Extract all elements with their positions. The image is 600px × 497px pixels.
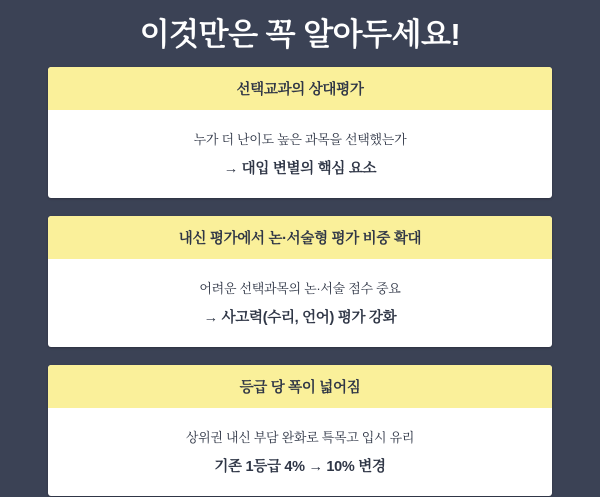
info-card <box>48 67 552 198</box>
info-card <box>48 216 552 347</box>
card-conclusion: → 대입 변별의 핵심 요소 <box>223 161 377 178</box>
card-title: 선택교과의 상대평가 <box>48 67 552 110</box>
card-body <box>48 110 552 198</box>
card-description: 상위권 내신 부담 완화로 특목고 입시 유리 <box>185 430 415 446</box>
card-conclusion: → 사고력(수리, 언어) 평가 강화 <box>203 310 397 327</box>
card-body <box>48 408 552 496</box>
card-conclusion: 기존 1등급 4% → 10% 변경 <box>214 459 386 476</box>
card-description: 누가 더 난이도 높은 과목을 선택했는가 <box>193 132 407 148</box>
info-card <box>48 365 552 496</box>
card-description: 어려운 선택과목의 논·서술 점수 중요 <box>199 281 401 297</box>
card-title: 등급 당 폭이 넓어짐 <box>48 365 552 408</box>
card-body <box>48 259 552 347</box>
card-title: 내신 평가에서 논·서술형 평가 비중 확대 <box>48 216 552 259</box>
page-title: 이것만은 꼭 알아두세요! <box>139 17 461 52</box>
